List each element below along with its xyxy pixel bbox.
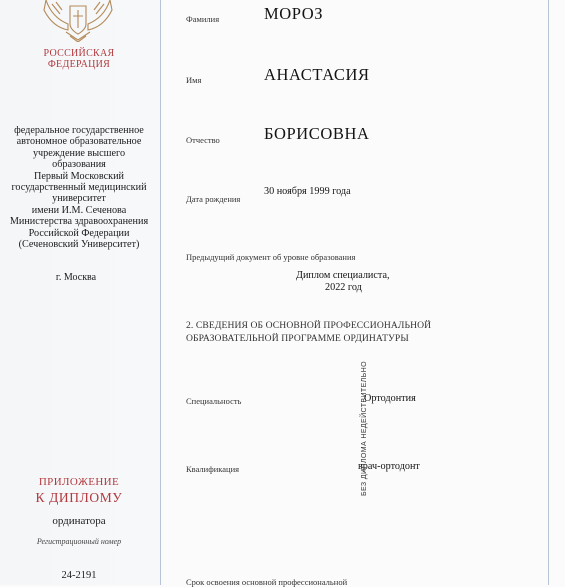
left-divider <box>160 0 161 585</box>
coat-of-arms-emblem <box>40 0 116 42</box>
organization-name <box>4 125 154 250</box>
patronymic-label: Отчество <box>186 135 220 145</box>
study-term-label: Срок освоения основной профессиональной <box>186 577 348 587</box>
previous-document-value: Диплом специалиста, <box>296 270 390 281</box>
org-line: федеральное государственное <box>14 125 144 136</box>
patronymic-value: БОРИСОВНА <box>264 124 370 143</box>
section-2-heading <box>186 320 486 345</box>
country-line: ФЕДЕРАЦИЯ <box>47 59 111 70</box>
org-line: государственный медицинский <box>11 182 147 194</box>
org-line: Министерства здравоохранения <box>9 216 149 228</box>
surname-label: Фамилия <box>186 14 220 24</box>
country-name <box>20 48 138 70</box>
country-line: РОССИЙСКАЯ <box>43 48 115 59</box>
registration-number-label: Регистрационный номер <box>36 537 122 546</box>
appendix-title: ПРИЛОЖЕНИЕ <box>38 476 120 488</box>
degree-level: ординатора <box>52 515 106 527</box>
vertical-edge-text: БЕЗ ДИПЛОМА НЕДЕЙСТВИТЕЛЬНО <box>361 361 368 496</box>
org-line: учреждение высшего <box>32 147 126 159</box>
birth-date-label: Дата рождения <box>186 194 241 204</box>
org-line: Российской Федерации <box>28 227 130 239</box>
section-heading-line: ОБРАЗОВАТЕЛЬНОЙ ПРОГРАММЕ ОРДИНАТУРЫ <box>186 332 409 344</box>
city: г. Москва <box>55 272 97 283</box>
name-value: АНАСТАСИЯ <box>264 65 370 84</box>
org-line: автономное образовательное <box>16 136 142 148</box>
org-line: образования <box>52 159 106 171</box>
org-line: Первый Московский <box>34 170 124 182</box>
registration-number: 24-2191 <box>61 570 97 581</box>
specialty-label: Специальность <box>186 396 242 406</box>
birth-date-value: 30 ноября 1999 года <box>264 186 351 197</box>
section-heading-line: 2. СВЕДЕНИЯ ОБ ОСНОВНОЙ ПРОФЕССИОНАЛЬНОЙ <box>186 320 432 331</box>
previous-document-year: 2022 год <box>325 282 362 293</box>
org-line: университет <box>52 193 106 205</box>
previous-document-label: Предыдущий документ об уровне образования <box>186 252 356 262</box>
org-line: имени И.М. Сеченова <box>31 204 127 216</box>
name-label: Имя <box>186 75 202 85</box>
surname-value: МОРОЗ <box>264 4 324 23</box>
appendix-subtitle: К ДИПЛОМУ <box>35 490 123 505</box>
qualification-value: врач-ортодонт <box>358 461 420 472</box>
specialty-value: Ортодонтия <box>364 393 416 404</box>
org-line: (Сеченовский Университет) <box>18 239 140 251</box>
qualification-label: Квалификация <box>186 464 240 474</box>
right-divider <box>548 0 549 585</box>
